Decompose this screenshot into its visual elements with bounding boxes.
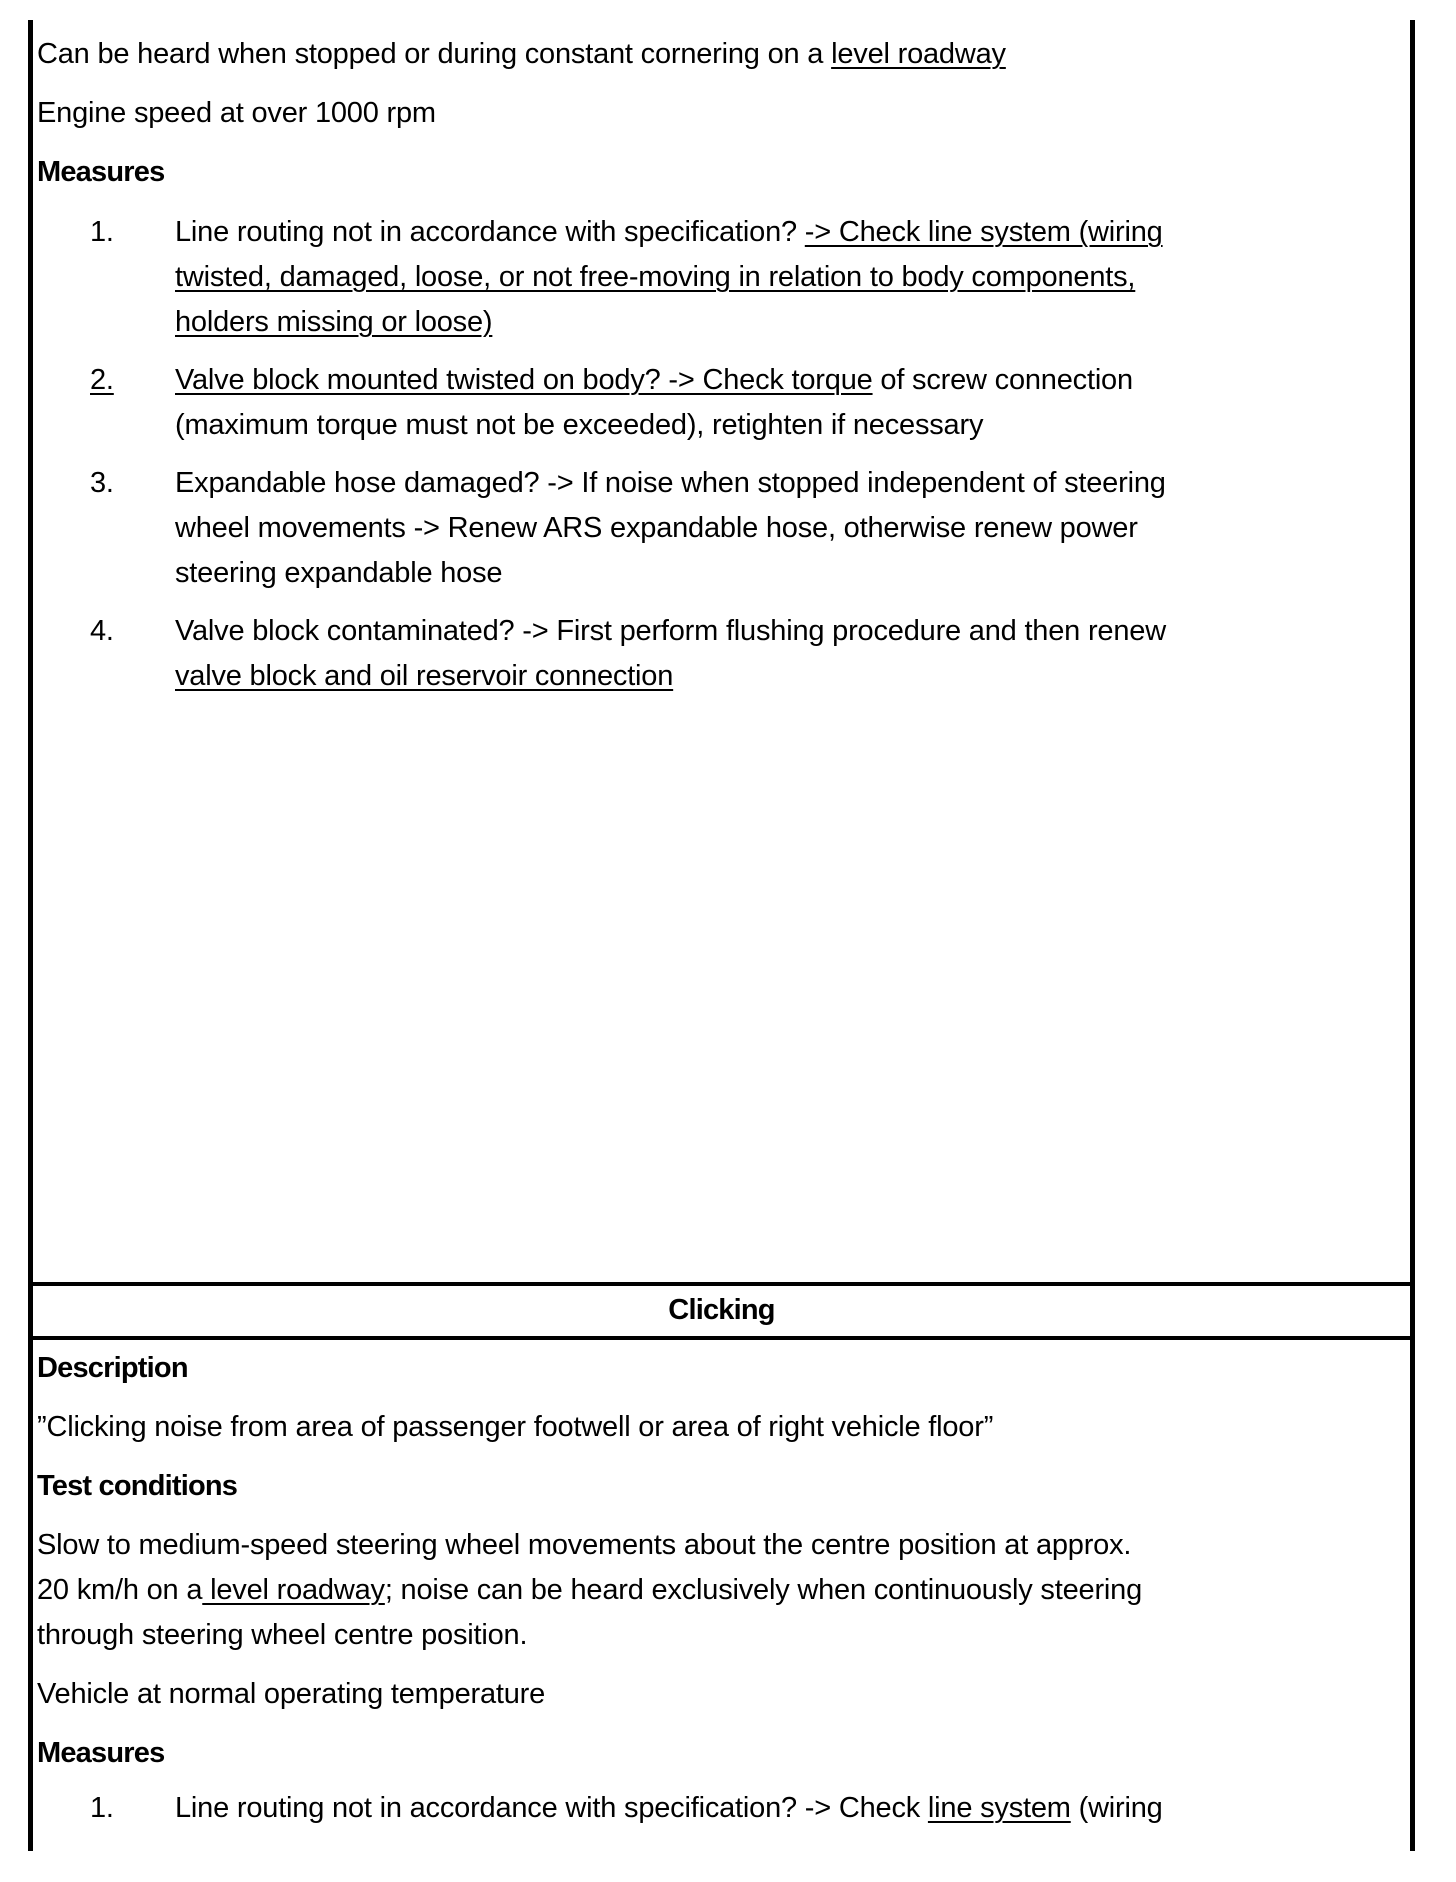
measure-3-line-3: steering expandable hose — [175, 557, 503, 589]
level-roadway-link[interactable]: level roadway — [202, 1574, 385, 1606]
check-line-system-link[interactable]: -> Check line system (wiring — [804, 216, 1163, 248]
test-conditions-heading: Test conditions — [37, 1470, 238, 1502]
test-conditions-line-3: through steering wheel centre position. — [37, 1619, 528, 1651]
measure-number-4: 4. — [90, 615, 114, 647]
measures-heading-clicking: Measures — [37, 1737, 165, 1769]
condition-line-2: Engine speed at over 1000 rpm — [37, 97, 436, 129]
test-conditions-line-1: Slow to medium-speed steering wheel movements about the centre position at approx. — [37, 1529, 1132, 1561]
level-roadway-link[interactable]: level roadway — [831, 38, 1006, 70]
measure-text: (wiring — [1070, 1792, 1163, 1824]
check-torque-link[interactable]: Valve block mounted twisted on body? -> Check torque — [175, 364, 873, 396]
measure-1-line-1 — [175, 215, 1163, 249]
line-system-link[interactable]: line system — [927, 1792, 1071, 1824]
test-conditions-text: 20 km/h on a — [37, 1574, 203, 1606]
measure-number-3: 3. — [90, 467, 114, 499]
table-row-divider — [28, 1282, 1415, 1286]
description-text: ”Clicking noise from area of passenger footwell or area of right vehicle floor” — [37, 1411, 994, 1443]
measure-text: Line routing not in accordance with specification? -> Check — [175, 1792, 928, 1824]
condition-text: Can be heard when stopped or during constant cornering on a — [37, 38, 832, 70]
measure-2-line-1 — [175, 363, 1133, 397]
test-conditions-text: ; noise can be heard exclusively when continuously steering — [384, 1574, 1142, 1606]
measure-2-line-2: (maximum torque must not be exceeded), retighten if necessary — [175, 409, 984, 441]
table-right-border — [1410, 20, 1415, 1851]
section-title-clicking: Clicking — [668, 1294, 775, 1326]
test-conditions-line-2 — [37, 1573, 1142, 1607]
clicking-measure-1-line-1 — [175, 1791, 1163, 1825]
measure-3-line-1: Expandable hose damaged? -> If noise when stopped independent of steering — [175, 467, 1166, 499]
condition-line-1 — [37, 37, 1006, 71]
check-line-system-link-cont[interactable]: twisted, damaged, loose, or not free-moving in relation to body components, — [175, 261, 1136, 293]
valve-block-reservoir-link[interactable]: valve block and oil reservoir connection — [175, 660, 674, 692]
description-heading: Description — [37, 1352, 188, 1384]
measure-4-line-1: Valve block contaminated? -> First perform flushing procedure and then renew — [175, 615, 1166, 647]
clicking-measure-number-1: 1. — [90, 1792, 114, 1824]
measure-3-line-2: wheel movements -> Renew ARS expandable hose, otherwise renew power — [175, 512, 1138, 544]
table-left-border — [28, 20, 33, 1851]
measure-text: Line routing not in accordance with specification? — [175, 216, 805, 248]
check-line-system-link-cont[interactable]: holders missing or loose) — [175, 306, 493, 338]
measures-heading: Measures — [37, 156, 165, 188]
measure-number-2[interactable]: 2. — [90, 364, 114, 396]
measure-text: of screw connection — [872, 364, 1133, 396]
test-conditions-line-4: Vehicle at normal operating temperature — [37, 1678, 546, 1710]
table-row-divider — [28, 1336, 1415, 1340]
measure-number-1: 1. — [90, 216, 114, 248]
